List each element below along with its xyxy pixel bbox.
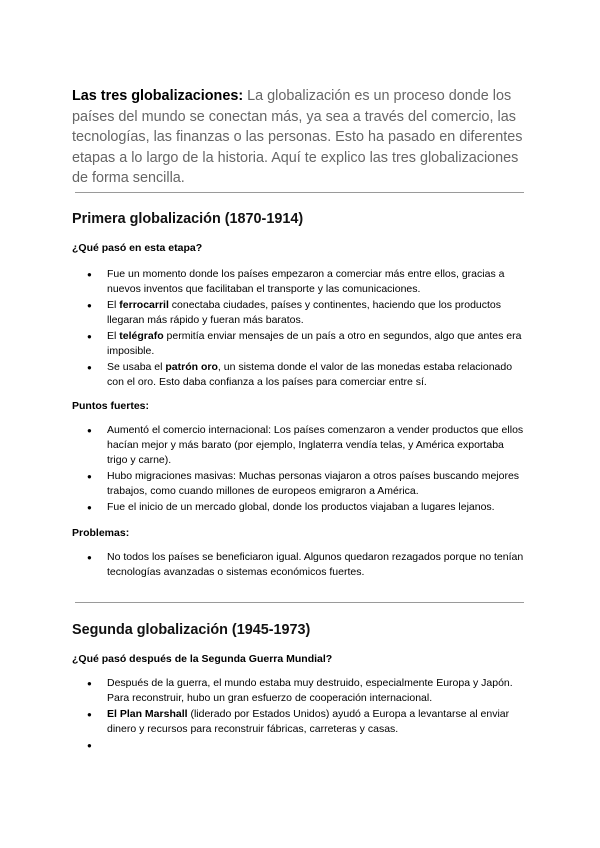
list-item-text: , un sistema donde el valor de las monedas estaba relacionado con el oro. Esto daba confianza a los países para comerciar entre sí. [107, 361, 513, 389]
list-item-text: El [107, 299, 120, 311]
list-item-text: permitía enviar mensajes de un país a otro en segundos, algo que antes era imposible. [107, 330, 522, 358]
strengths-heading: Puntos fuertes: [72, 400, 150, 412]
list-item-text: Después de la guerra, el mundo estaba muy destruido, especialmente Europa y Japón. Para reconstruir, hubo un gran esfuerzo de cooperación internacional. [107, 677, 513, 705]
list-item-bold: ferrocarril [119, 299, 169, 311]
list-item-empty [72, 738, 524, 753]
divider-2 [75, 602, 524, 603]
bullet-list-problems [72, 550, 524, 581]
list-item-text: conectaba ciudades, países y continentes, haciendo que los productos llegaran más rápido y fueran más baratos. [107, 299, 502, 327]
list-item-text: Hubo migraciones masivas: Muchas personas viajaron a otros países buscando mejores trabajos, como cuando millones de europeos emigraron a América. [107, 470, 520, 498]
list-item-text: Fue un momento donde los países empezaron a comerciar más entre ellos, gracias a nuevos inventos que facilitaban el transporte y las comunicaciones. [107, 268, 505, 296]
list-item [72, 676, 524, 706]
intro-text: La globalización es un proceso donde los países del mundo se conectan más, ya sea a través del comercio, las tecnologías, las finanzas o las personas. Esto ha pasado en diferentes etapas a lo largo de la historia. Aquí te explico las tres globalizaciones de forma sencilla. [72, 88, 523, 186]
list-item-text: Se usaba el [107, 361, 166, 373]
list-item [72, 550, 524, 580]
bullet-list-1 [72, 267, 524, 391]
list-item-text: El [107, 330, 120, 342]
list-item [72, 423, 524, 469]
intro-paragraph [72, 86, 528, 189]
list-item [72, 329, 524, 359]
list-item-text: Fue el inicio de un mercado global, donde los productos viajaban a lugares lejanos. [107, 501, 495, 514]
list-item [72, 298, 524, 328]
list-item-text: (liderado por Estados Unidos) ayudó a Europa a levantarse al enviar dinero y recursos para reconstruir fábricas, carreteras y casas. [107, 708, 510, 736]
divider-1 [75, 192, 524, 193]
section-title-primera: Primera globalización (1870-1914) [72, 211, 304, 227]
problems-heading: Problemas: [72, 527, 130, 539]
list-item-text: Aumentó el comercio internacional: Los países comenzaron a vender productos que ellos hacían mejor y más barato (por ejemplo, Inglaterra vendía telas, y América exportaba trigo y carne). [107, 424, 524, 467]
bullet-list-strengths [72, 423, 524, 516]
list-item-bold: telégrafo [119, 330, 164, 342]
question-heading-1: ¿Qué pasó en esta etapa? [72, 242, 203, 254]
bullet-list-2 [72, 676, 524, 754]
list-item [72, 500, 524, 515]
list-item-bold: El Plan Marshall [107, 708, 188, 720]
list-item [72, 360, 524, 390]
list-item [72, 267, 524, 297]
list-item [72, 707, 524, 737]
intro-heading: Las tres globalizaciones: [72, 88, 244, 104]
list-item [72, 469, 524, 499]
section-title-segunda: Segunda globalización (1945-1973) [72, 622, 311, 638]
list-item-text: No todos los países se beneficiaron igual. Algunos quedaron rezagados porque no tenían tecnologías avanzadas o sistemas económicos fuertes. [107, 551, 524, 579]
question-heading-2: ¿Qué pasó después de la Segunda Guerra Mundial? [72, 653, 333, 665]
list-item-bold: patrón oro [165, 361, 218, 373]
